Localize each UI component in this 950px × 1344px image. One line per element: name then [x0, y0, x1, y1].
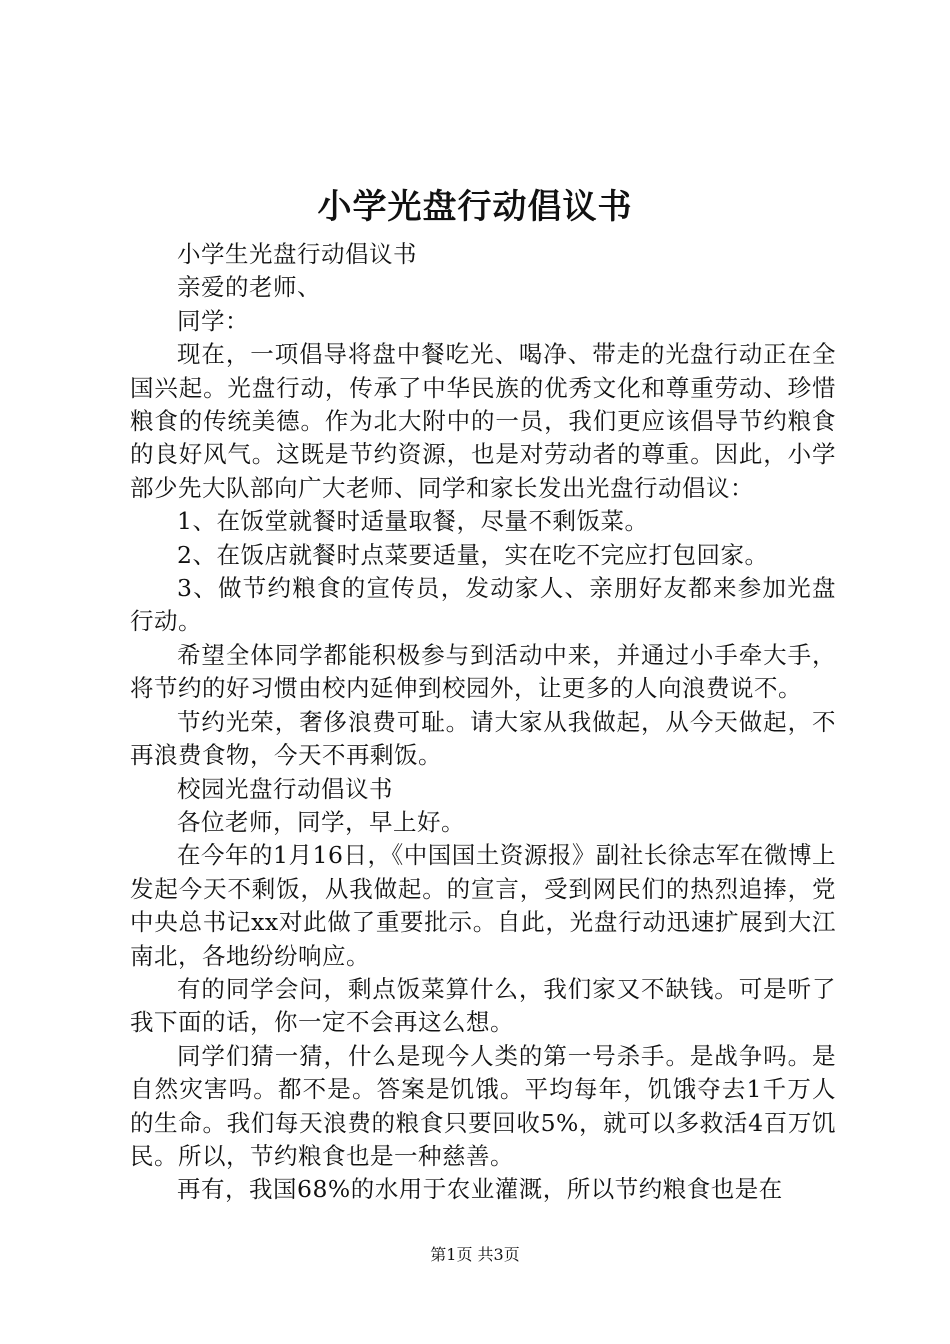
paragraph: 有的同学会问，剩点饭菜算什么，我们家又不缺钱。可是听了我下面的话，你一定不会再这么想。 [130, 974, 836, 1037]
paragraph: 同学： [177, 306, 249, 335]
paragraph: 亲爱的老师、 [177, 273, 321, 302]
paragraph: 1、在饭堂就餐时适量取餐，尽量不剩饭菜。 [177, 507, 649, 536]
paragraph: 各位老师，同学，早上好。 [177, 807, 465, 836]
paragraph: 同学们猜一猜，什么是现今人类的第一号杀手。是战争吗。是自然灾害吗。都不是。答案是饥饿。平均每年，饥饿夺去1千万人的生命。我们每天浪费的粮食只要回收5%，就可以多救活4百万饥民。所以，节约粮食也是一种慈善。 [130, 1041, 836, 1170]
paragraph: 节约光荣，奢侈浪费可耻。请大家从我做起，从今天做起，不再浪费食物，今天不再剩饭。 [130, 707, 836, 770]
paragraph: 现在，一项倡导将盘中餐吃光、喝净、带走的光盘行动正在全国兴起。光盘行动，传承了中华民族的优秀文化和尊重劳动、珍惜粮食的传统美德。作为北大附中的一员，我们更应该倡导节约粮食的良好风气。这既是节约资源，也是对劳动者的尊重。因此，小学部少先大队部向广大老师、同学和家长发出光盘行动倡议： [130, 340, 836, 502]
document-body [130, 238, 836, 1207]
page-footer: 第1页 共3页 [430, 1245, 520, 1264]
paragraph: 希望全体同学都能积极参与到活动中来，并通过小手牵大手，将节约的好习惯由校内延伸到校园外，让更多的人向浪费说不。 [130, 640, 836, 703]
paragraph: 在今年的1月16日，《中国国土资源报》副社长徐志军在微博上发起今天不剩饭，从我做起。的宣言，受到网民们的热烈追捧，党中央总书记xx对此做了重要批示。自此，光盘行动迅速扩展到大江南北，各地纷纷响应。 [130, 841, 836, 970]
paragraph: 再有，我国68%的水用于农业灌溉，所以节约粮食也是在 [177, 1175, 783, 1204]
paragraph: 小学生光盘行动倡议书 [177, 240, 417, 268]
paragraph: 3、做节约粮食的宣传员，发动家人、亲朋好友都来参加光盘行动。 [130, 574, 836, 636]
document-title: 小学光盘行动倡议书 [317, 187, 633, 227]
paragraph: 2、在饭店就餐时点菜要适量，实在吃不完应打包回家。 [177, 540, 769, 569]
paragraph: 校园光盘行动倡议书 [177, 774, 393, 803]
